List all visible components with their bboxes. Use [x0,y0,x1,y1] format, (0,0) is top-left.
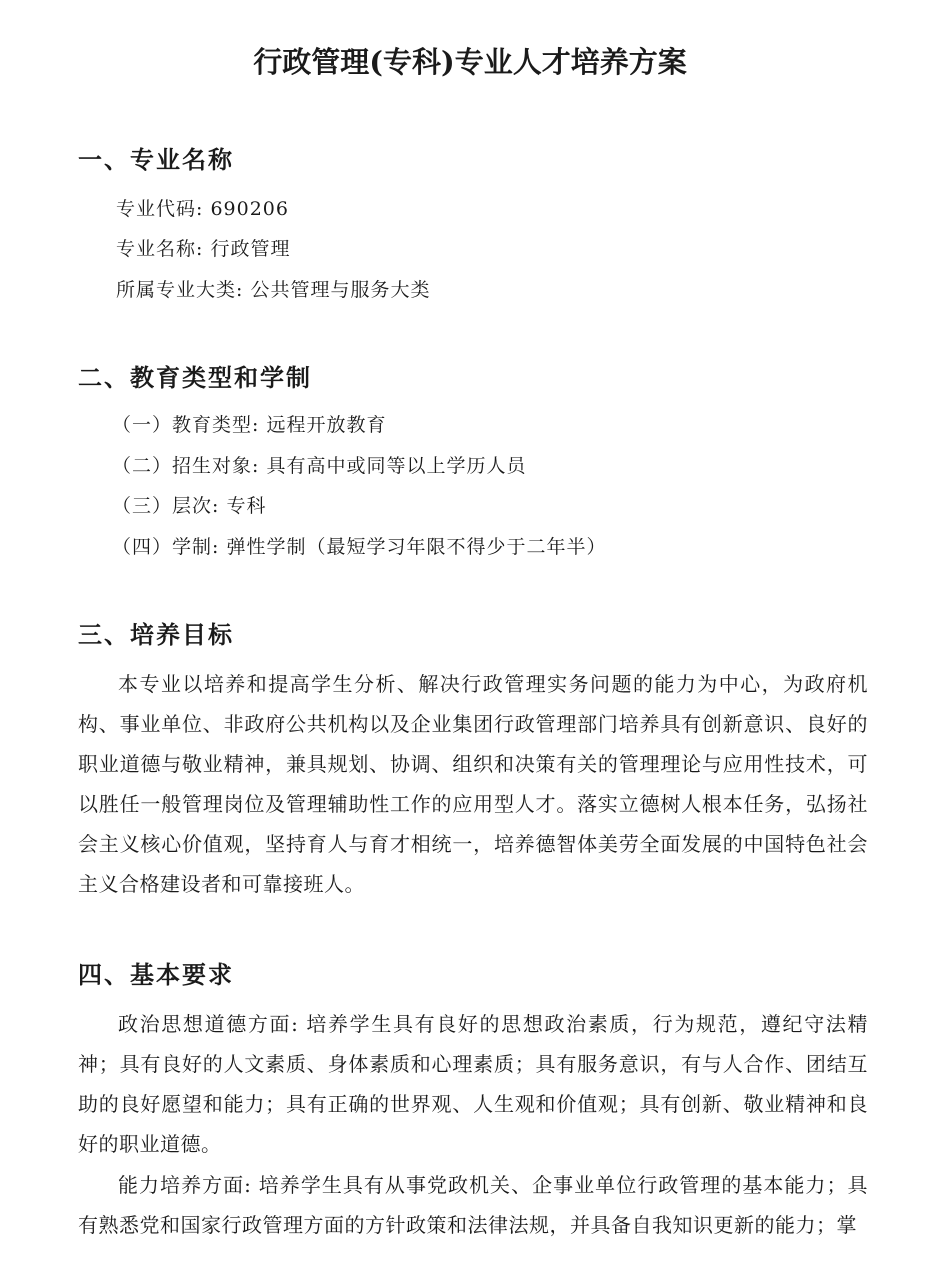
education-type-line: （一）教育类型: 远程开放教育 [112,414,387,436]
section-heading-basic-requirements: 四、基本要求 [78,961,234,989]
major-category-line: 所属专业大类: 公共管理与服务大类 [116,279,431,301]
section-heading-major-name: 一、专业名称 [78,146,234,174]
major-code-line: 专业代码: 690206 [116,198,289,220]
section-heading-education-type: 二、教育类型和学制 [78,364,312,392]
major-name-line: 专业名称: 行政管理 [116,238,291,260]
section-heading-training-goal: 三、培养目标 [78,621,234,649]
enrollment-target-line: （二）招生对象: 具有高中或同等以上学历人员 [112,455,527,477]
ability-training-paragraph: 能力培养方面: 培养学生具有从事党政机关、企事业单位行政管理的基本能力；具有熟悉党和国家行政管理方面的方针政策和法律法规，并具备自我知识更新的能力；掌 [78,1173,868,1237]
document-title: 行政管理(专科)专业人才培养方案 [253,45,687,79]
political-ideology-paragraph: 政治思想道德方面: 培养学生具有良好的思想政治素质，行为规范，遵纪守法精神；具有良好的人文素质、身体素质和心理素质；具有服务意识，有与人合作、团结互助的良好愿望和能力；具有正确的世界观、人生观和价值观；具有创新、敬业精神和良好的职业道德。 [78,1012,868,1156]
schooling-system-line: （四）学制: 弹性学制（最短学习年限不得少于二年半） [112,536,607,558]
level-line: （三）层次: 专科 [112,495,267,517]
training-goal-paragraph: 本专业以培养和提高学生分析、解决行政管理实务问题的能力为中心，为政府机构、事业单位、非政府公共机构以及企业集团行政管理部门培养具有创新意识、良好的职业道德与敬业精神，兼具规划、协调、组织和决策有关的管理理论与应用性技术，可以胜任一般管理岗位及管理辅助性工作的应用型人才。落实立德树人根本任务，弘扬社会主义核心价值观，坚持育人与育才相统一，培养德智体美劳全面发展的中国特色社会主义合格建设者和可靠接班人。 [78,672,868,896]
